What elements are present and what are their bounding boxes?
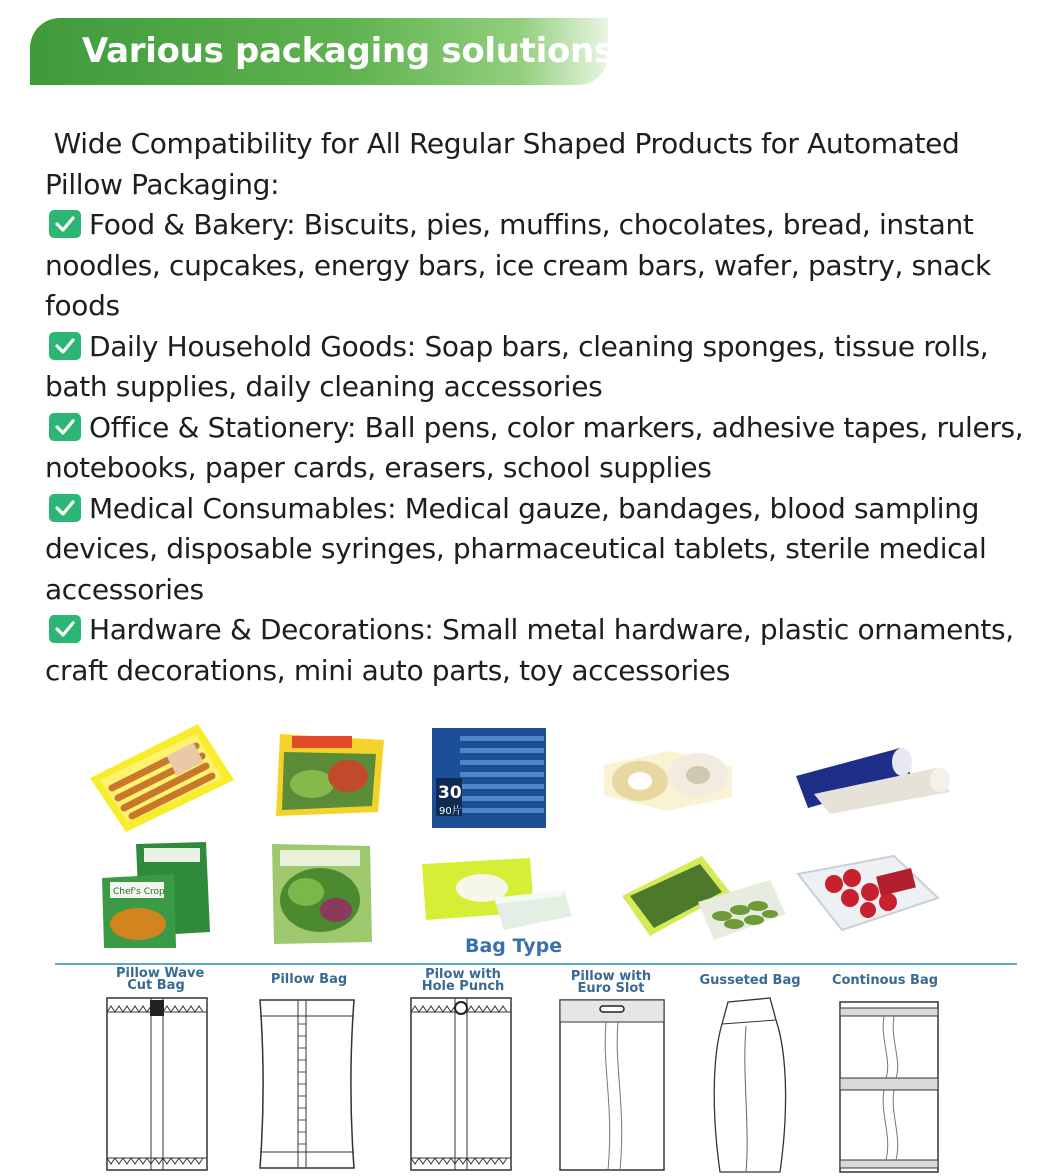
pack-number: 30 [438,783,462,803]
bag-label-pillow-wave: Pillow Wave Cut Bag [116,966,205,993]
category-hardware: Hardware & Decorations: Small metal hardware, plastic ornaments, craft decorations, mini auto parts, toy accessories [45,613,1014,687]
check-mark-icon [49,494,81,522]
category-items: Small metal hardware, plastic ornaments, craft decorations, mini auto parts, toy accessories [45,613,1014,687]
vegetable-pack-image [272,728,388,820]
compatibility-text [45,124,1035,691]
category-household: Daily Household Goods: Soap bars, cleaning sponges, tissue rolls, bath supplies, daily cleaning accessories [45,329,989,403]
continuous-bag-icon [838,1000,940,1176]
strawberry-tray-image [794,852,942,934]
salad-brand: Chef's Crop [113,887,165,897]
blue-bag-pack-image [430,726,548,830]
section-banner [30,18,614,85]
bag-type-title: Bag Type [465,935,563,957]
category-items: Medical gauze, bandages, blood sampling devices, disposable syringes, pharmaceutical tablets, sterile medical accessories [45,491,987,606]
check-mark-icon [49,332,81,360]
pillow-hole-punch-bag-icon [408,994,514,1174]
bag-label-euro-slot: Pillow with Euro Slot [570,969,652,996]
check-mark-icon [49,615,81,643]
category-name: Food & Bakery [89,208,287,241]
intro-line: Wide Compatibility for All Regular Shaped Products for Automated Pillow Packaging: [45,127,968,201]
check-mark-icon [49,413,81,441]
bag-label-pillow-bag: Pillow Bag [270,972,348,987]
category-items: Ball pens, color markers, adhesive tapes, rulers, notebooks, paper cards, erasers, school supplies [45,410,1024,484]
salad-bags-image [100,840,212,950]
green-beans-trays-image [618,852,790,944]
bag-type-divider [55,963,1017,965]
bag-label-gusseted: Gusseted Bag [699,973,801,988]
bag-label-continuous: Continous Bag [831,973,939,988]
pack-count: 90片 [439,806,462,817]
category-food: Food & Bakery: Biscuits, pies, muffins, chocolates, bread, instant noodles, cupcakes, energy bars, ice cream bars, wafer, pastry, snack foods [45,208,991,322]
category-name: Office & Stationery [89,410,347,444]
wipes-and-sponge-image [418,850,574,934]
check-mark-icon [49,210,81,238]
pillow-wave-cut-bag-icon [104,994,210,1174]
gusseted-bag-icon [706,996,790,1174]
category-name: Daily Household Goods [89,329,407,363]
tape-rolls-image [600,745,736,813]
category-office: Office & Stationery: Ball pens, color markers, adhesive tapes, rulers, notebooks, paper cards, erasers, school supplies [45,410,1024,484]
pillow-euro-slot-bag-icon [556,996,668,1174]
pillow-bag-icon [254,994,360,1174]
lettuce-bag-image [270,840,374,946]
category-name: Medical Consumables [89,491,388,525]
category-medical: Medical Consumables: Medical gauze, bandages, blood sampling devices, disposable syringes, pharmaceutical tablets, sterile medical accessories [45,491,987,606]
category-items: Soap bars, cleaning sponges, tissue rolls, bath supplies, daily cleaning accessories [45,329,989,403]
category-name: Hardware & Decorations [89,613,425,646]
category-items: Biscuits, pies, muffins, chocolates, bread, instant noodles, cupcakes, energy bars, ice cream bars, wafer, pastry, snack foods [45,208,991,322]
bag-label-hole-punch: Pilow with Hole Punch [421,967,505,994]
fabric-rolls-image [790,742,954,816]
breadsticks-pack-image [86,718,238,836]
section-title: Various packaging solutions [82,31,614,71]
